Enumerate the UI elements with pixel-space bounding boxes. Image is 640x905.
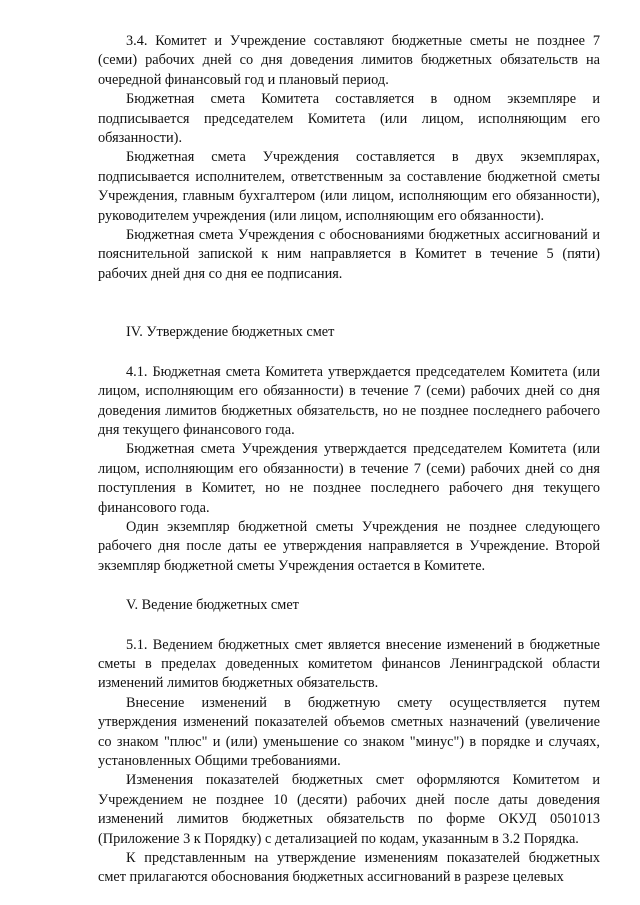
section-3-text [98, 32, 600, 284]
section-4-text [98, 363, 600, 576]
paragraph-institution-estimate: Бюджетная смета Учреждения составляется в двух экземплярах, подписывается исполнителем, ответственным за составление бюджетной сметы Учреждения, главным бухгалтером (или лицом, исполняющим его обязанности), руководителем учреждения (или лицом, исполняющим его обязанности). [98, 149, 600, 224]
section-heading-iv: IV. Утверждение бюджетных смет [126, 324, 335, 341]
paragraph-changes-formalization: Изменения показателей бюджетных смет оформляются Комитетом и Учреждением не позднее 10 (десяти) рабочих дней после даты доведения изменений лимитов бюджетных обязательств по форме ОКУД 0501013 (Приложение 3 к Порядку) с детализацией по кодам, указанным в 3.2 Порядка. [98, 772, 600, 847]
paragraph-4-1: 4.1. Бюджетная смета Комитета утверждается председателем Комитета (или лицом, исполняющим его обязанности) в течение 7 (семи) рабочих дней со дня доведения лимитов бюджетных обязательств, но не позднее последнего рабочего дня текущего финансового года. [98, 363, 600, 438]
paragraph-institution-approval: Бюджетная смета Учреждения утверждается председателем Комитета (или лицом, исполняющим его обязанности) в течение 7 (семи) рабочих дней со дня поступления в Комитет, но не позднее последнего рабочего дня текущего финансового года. [98, 441, 600, 516]
paragraph-changes-procedure: Внесение изменений в бюджетную смету осуществляется путем утверждения изменений показателей объемов сметных назначений (увеличение со знаком "плюс" и (или) уменьшение со знаком "минус") в порядке и случаях, установленных Общими требованиями. [98, 694, 600, 769]
paragraph-committee-estimate: Бюджетная смета Комитета составляется в одном экземпляре и подписывается председателем Комитета (или лицом, исполняющим его обязанности). [98, 91, 600, 147]
paragraph-justifications: К представленным на утверждение изменениям показателей бюджетных смет прилагаются обоснования бюджетных ассигнований в разрезе целевых [98, 850, 600, 886]
paragraph-3-4: 3.4. Комитет и Учреждение составляют бюджетные сметы не позднее 7 (семи) рабочих дней со дня доведения лимитов бюджетных обязательств на очередной финансовый год и плановый период. [98, 33, 600, 88]
paragraph-5-1: 5.1. Ведением бюджетных смет является внесение изменений в бюджетные сметы в пределах доведенных комитетом финансов Ленинградской области изменений лимитов бюджетных обязательств. [98, 636, 600, 692]
section-5-text [98, 636, 600, 888]
section-heading-v: V. Ведение бюджетных смет [126, 597, 299, 614]
paragraph-copy-distribution: Один экземпляр бюджетной сметы Учреждения не позднее следующего рабочего дня после даты ее утверждения направляется в Учреждение. Второй экземпляр бюджетной сметы Учреждения остается в Комитете. [98, 518, 600, 574]
paragraph-estimate-submission: Бюджетная смета Учреждения с обоснованиями бюджетных ассигнований и пояснительной запиской к ним направляется в Комитет в течение 5 (пяти) рабочих дней дня со дня ее подписания. [98, 227, 600, 282]
